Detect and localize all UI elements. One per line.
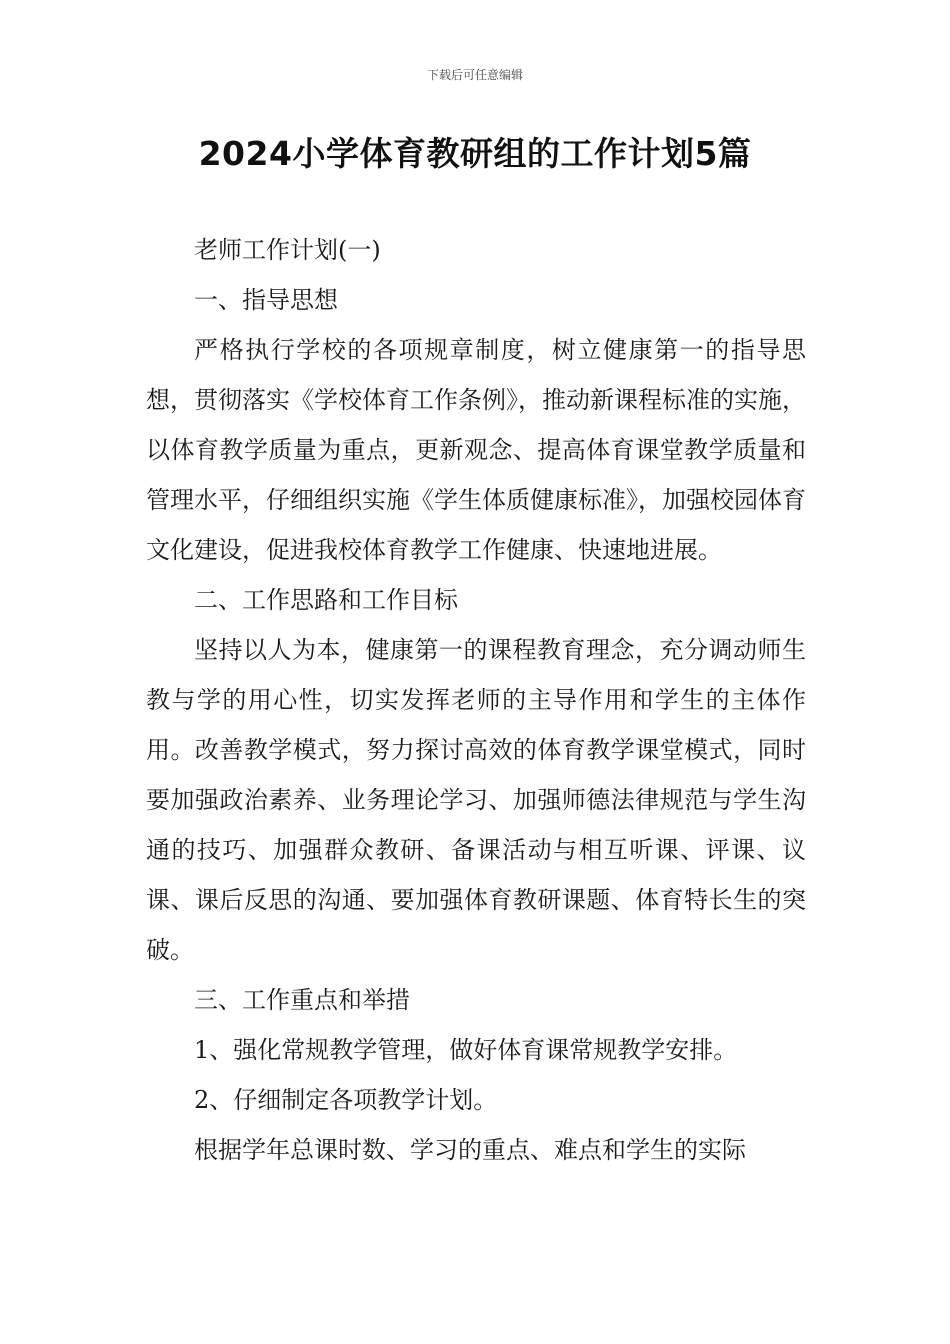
paragraph-continuation: 根据学年总课时数、学习的重点、难点和学生的实际 <box>194 1136 746 1164</box>
paragraph-work-goals: 坚持以人为本，健康第一的课程教育理念，充分调动师生教与学的用心性，切实发挥老师的主导作用和学生的主体作用。改善教学模式，努力探讨高效的体育教学课堂模式，同时要加强政治素养、业务理论学习、加强师德法律规范与学生沟通的技巧、加强群众教研、备课活动与相互听课、评课、议课、课后反思的沟通、要加强体育教研课题、体育特长生的突破。 <box>146 636 806 964</box>
document-body <box>146 225 806 1175</box>
paragraph-item-2: 2、仔细制定各项教学计划。 <box>194 1086 498 1114</box>
paragraph-heading-key-points: 三、工作重点和举措 <box>194 986 410 1014</box>
page-title: 2024小学体育教研组的工作计划5篇 <box>198 134 752 173</box>
paragraph-guiding-idea: 严格执行学校的各项规章制度，树立健康第一的指导思想，贯彻落实《学校体育工作条例》，推动新课程标准的实施，以体育教学质量为重点，更新观念、提高体育课堂教学质量和管理水平，仔细组织实施《学生体质健康标准》，加强校园体育文化建设，促进我校体育教学工作健康、快速地进展。 <box>146 336 806 564</box>
paragraph-item-1: 1、强化常规教学管理，做好体育课常规教学安排。 <box>194 1036 738 1064</box>
paragraph-heading-work-goals: 二、工作思路和工作目标 <box>194 586 458 614</box>
paragraph-section-heading: 老师工作计划(一) <box>194 236 381 264</box>
paragraph-heading-guiding-idea: 一、指导思想 <box>194 286 338 314</box>
header-note: 下载后可任意编辑 <box>426 68 523 82</box>
